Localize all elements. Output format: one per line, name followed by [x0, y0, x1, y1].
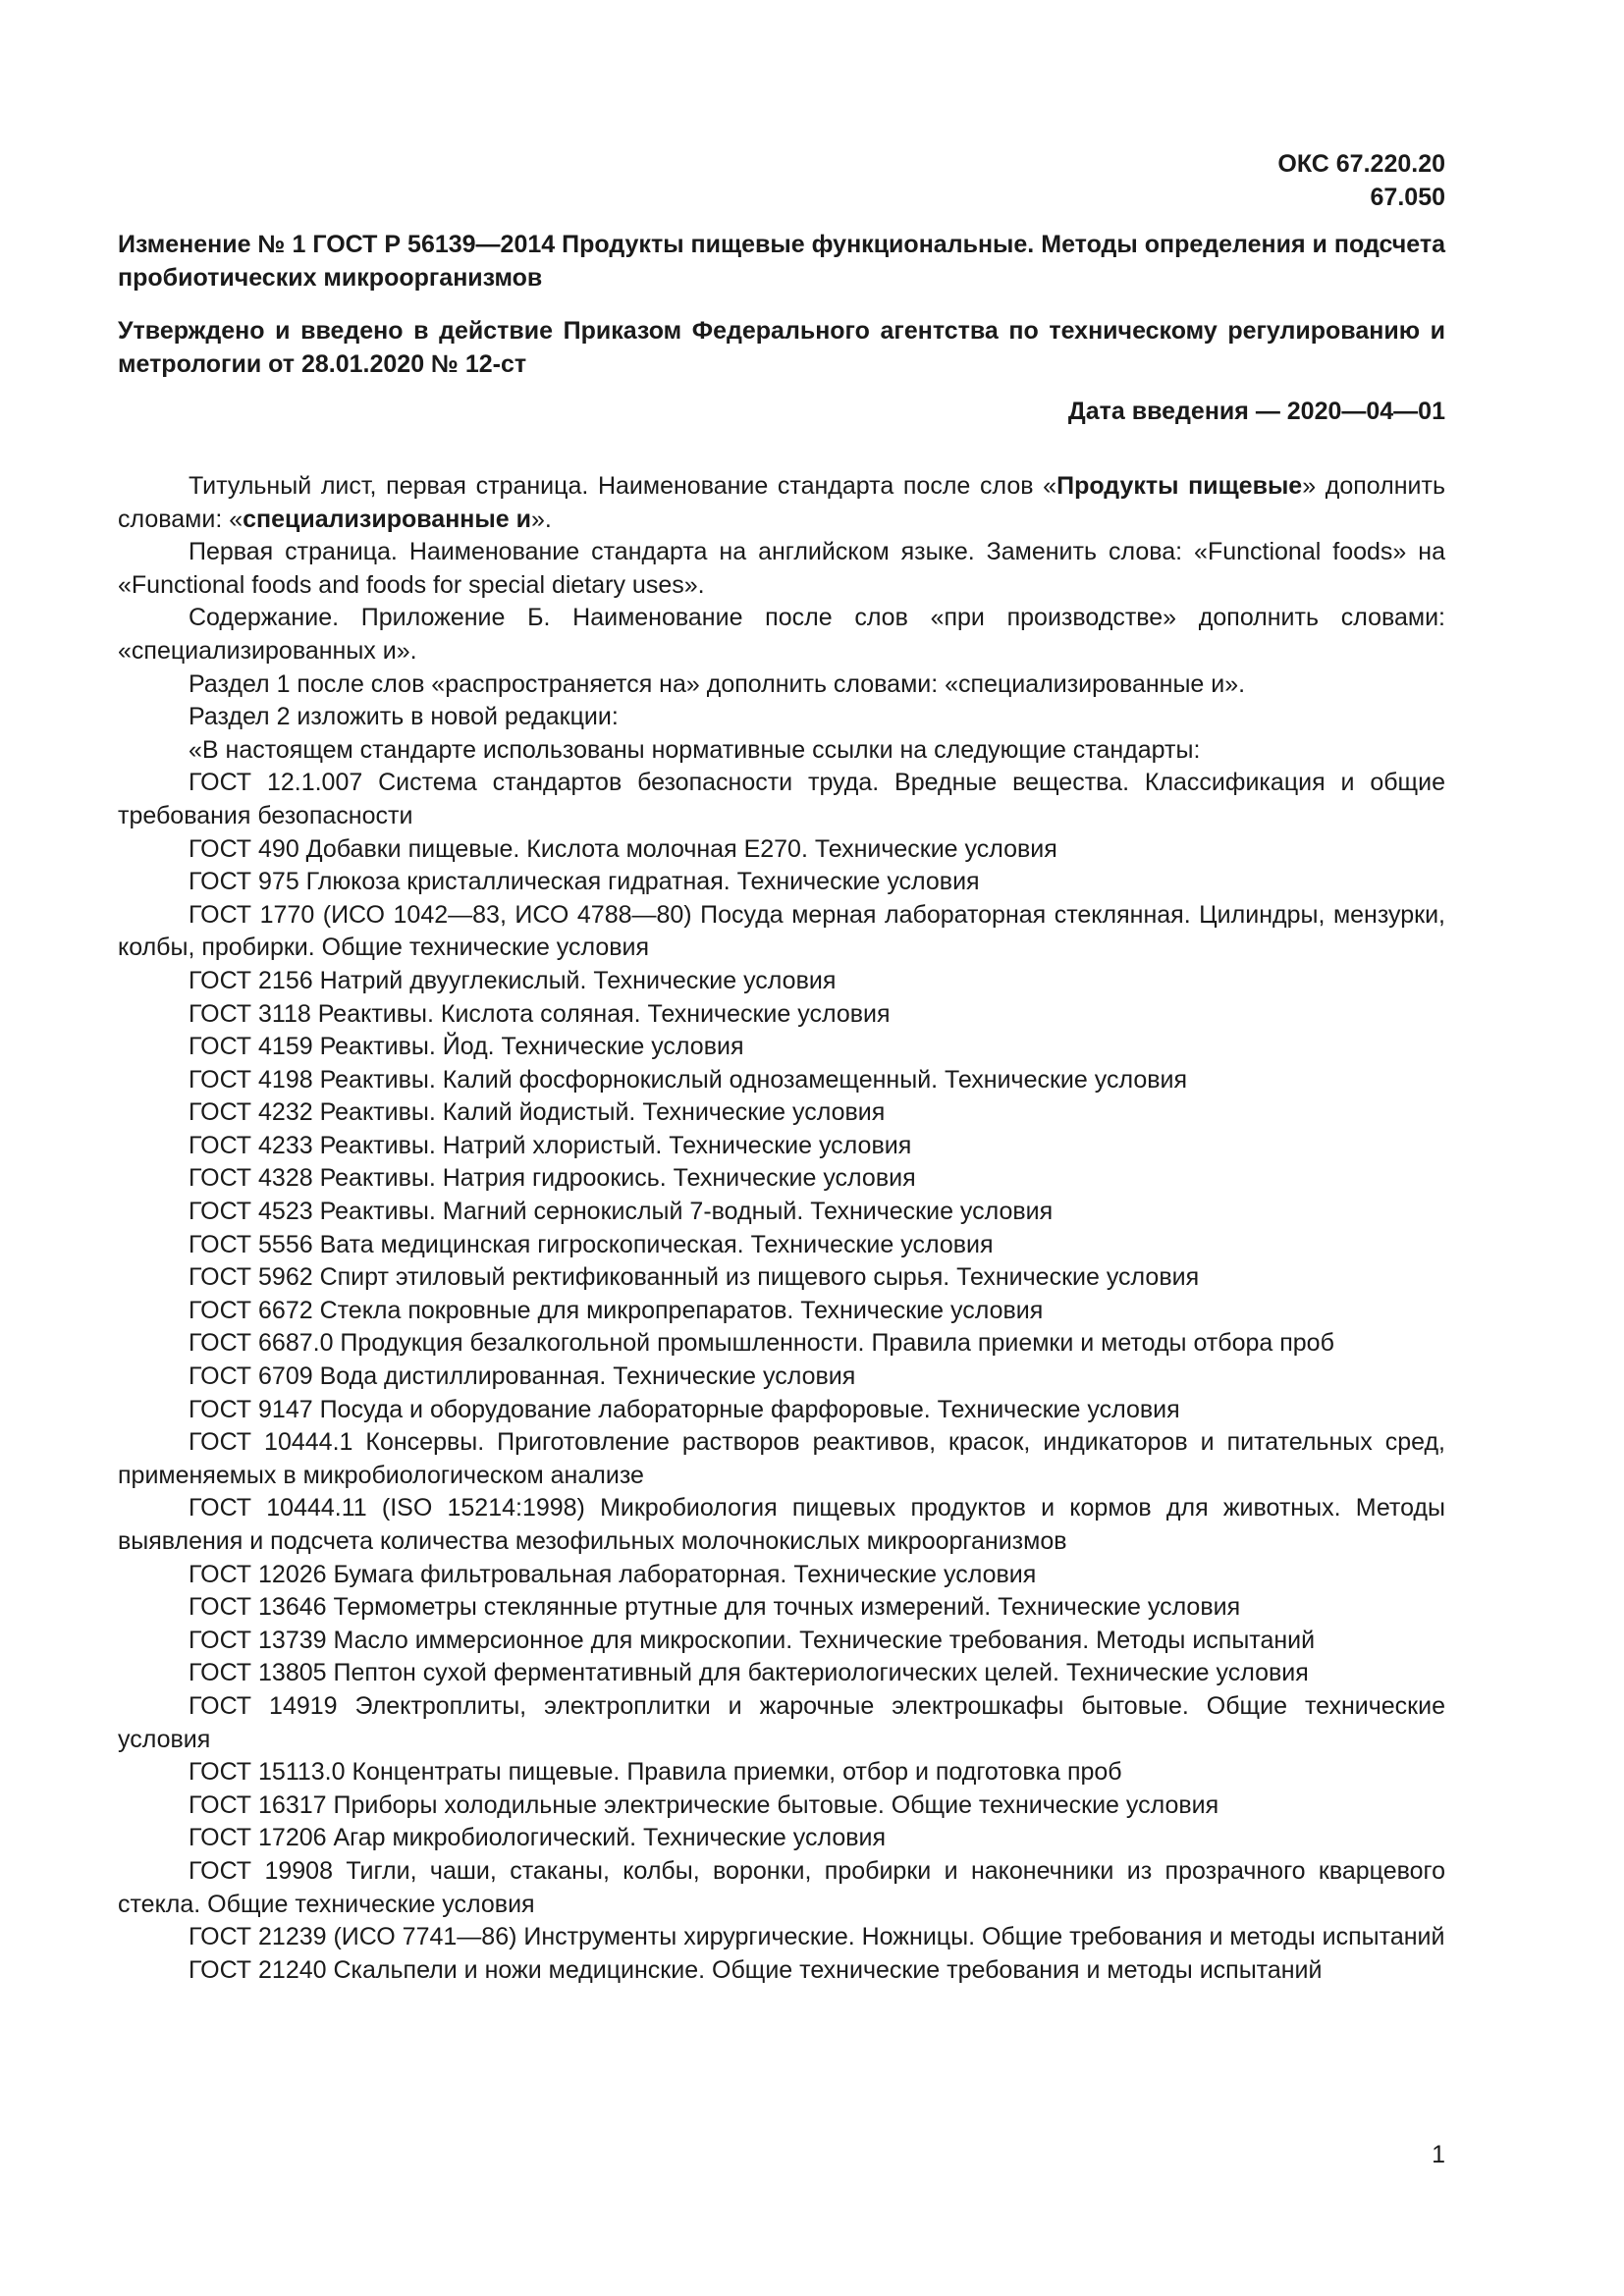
paragraph: Первая страница. Наименование стандарта на английском языке. Заменить слова: «Functional foods» на «Functional foods and foods for special dietary uses». — [118, 538, 1445, 599]
reference-item: ГОСТ 4328 Реактивы. Натрия гидроокись. Технические условия — [189, 1164, 916, 1193]
reference-item: ГОСТ 4232 Реактивы. Калий йодистый. Технические условия — [189, 1098, 886, 1127]
oks-code-2: 67.050 — [1370, 184, 1445, 211]
reference-item: ГОСТ 15113.0 Концентраты пищевые. Правила приемки, отбор и подготовка проб — [189, 1758, 1122, 1787]
reference-item: ГОСТ 17206 Агар микробиологический. Технические условия — [189, 1824, 887, 1852]
reference-item: ГОСТ 21239 (ИСО 7741—86) Инструменты хирургические. Ножницы. Общие требования и методы испытаний — [189, 1923, 1445, 1951]
reference-item: ГОСТ 12026 Бумага фильтровальная лабораторная. Технические условия — [189, 1560, 1037, 1588]
reference-item: ГОСТ 13739 Масло иммерсионное для микроскопии. Технические требования. Методы испытаний — [189, 1626, 1316, 1654]
reference-item: ГОСТ 13805 Пептон сухой ферментативный для бактериологических целей. Технические условия — [189, 1659, 1309, 1687]
paragraph: «В настоящем стандарте использованы нормативные ссылки на следующие стандарты: — [189, 735, 1201, 764]
oks-classification — [1277, 147, 1445, 214]
reference-item: ГОСТ 4198 Реактивы. Калий фосфорнокислый однозамещенный. Технические условия — [189, 1065, 1188, 1094]
reference-item: ГОСТ 10444.11 (ISO 15214:1998) Микробиология пищевых продуктов и кормов для животных. Методы выявления и подсчета количества мезофильных молочнокислых микроорганизмов — [118, 1494, 1445, 1555]
reference-item: ГОСТ 975 Глюкоза кристаллическая гидратная. Технические условия — [189, 868, 980, 896]
reference-item: ГОСТ 4523 Реактивы. Магний сернокислый 7-водный. Технические условия — [189, 1198, 1054, 1226]
reference-item: ГОСТ 14919 Электроплиты, электроплитки и жарочные электрошкафы бытовые. Общие технические условия — [118, 1691, 1445, 1753]
document-body — [118, 470, 1445, 1987]
reference-item: ГОСТ 10444.1 Консервы. Приготовление растворов реактивов, красок, индикаторов и питательных сред, применяемых в микробиологическом анализе — [118, 1428, 1445, 1489]
reference-item: ГОСТ 9147 Посуда и оборудование лабораторные фарфоровые. Технические условия — [189, 1395, 1180, 1423]
document-page — [118, 0, 1445, 2296]
page-number: 1 — [1432, 2141, 1445, 2168]
reference-item: ГОСТ 16317 Приборы холодильные электрические бытовые. Общие технические условия — [189, 1790, 1219, 1819]
reference-item: ГОСТ 3118 Реактивы. Кислота соляная. Технические условия — [189, 999, 891, 1028]
reference-item: ГОСТ 2156 Натрий двууглекислый. Технические условия — [189, 966, 837, 994]
reference-item: ГОСТ 6687.0 Продукция безалкогольной промышленности. Правила приемки и методы отбора проб — [189, 1329, 1334, 1358]
document-title: Изменение № 1 ГОСТ Р 56139—2014 Продукты пищевые функциональные. Методы определения и подсчета пробиотических микроорганизмов — [118, 231, 1445, 292]
reference-item: ГОСТ 13646 Термометры стеклянные ртутные для точных измерений. Технические условия — [189, 1593, 1241, 1622]
paragraph: Содержание. Приложение Б. Наименование после слов «при производстве» дополнить словами: «специализированных и». — [118, 604, 1445, 665]
reference-item: ГОСТ 1770 (ИСО 1042—83, ИСО 4788—80) Посуда мерная лабораторная стеклянная. Цилиндры, мензурки, колбы, пробирки. Общие технические условия — [118, 900, 1445, 962]
reference-item: ГОСТ 6709 Вода дистиллированная. Технические условия — [189, 1362, 856, 1391]
paragraph: Раздел 1 после слов «распространяется на» дополнить словами: «специализированные и». — [189, 669, 1246, 698]
reference-item: ГОСТ 21240 Скальпели и ножи медицинские. Общие технические требования и методы испытаний — [189, 1955, 1323, 1984]
reference-item: ГОСТ 5556 Вата медицинская гигроскопическая. Технические условия — [189, 1230, 994, 1258]
reference-item: ГОСТ 12.1.007 Система стандартов безопасности труда. Вредные вещества. Классификация и общие требования безопасности — [118, 769, 1445, 829]
reference-item: ГОСТ 5962 Спирт этиловый ректификованный из пищевого сырья. Технические условия — [189, 1263, 1200, 1292]
reference-item: ГОСТ 6672 Стекла покровные для микропрепаратов. Технические условия — [189, 1296, 1044, 1324]
approval-statement: Утверждено и введено в действие Приказом Федерального агентства по техническому регулированию и метрологии от 28.01.2020 № 12-ст — [118, 317, 1445, 378]
paragraph: Раздел 2 изложить в новой редакции: — [189, 703, 619, 731]
paragraph-title-page: Титульный лист, первая страница. Наименование стандарта после слов «Продукты пищевые» дополнить словами: «специализированные и». — [118, 472, 1445, 533]
reference-item: ГОСТ 490 Добавки пищевые. Кислота молочная Е270. Технические условия — [189, 834, 1057, 863]
oks-code-1: ОКС 67.220.20 — [1277, 150, 1445, 178]
effective-date: Дата введения — 2020—04—01 — [1067, 398, 1445, 425]
reference-item: ГОСТ 4233 Реактивы. Натрий хлористый. Технические условия — [189, 1131, 912, 1159]
reference-item: ГОСТ 4159 Реактивы. Йод. Технические условия — [189, 1033, 744, 1061]
reference-item: ГОСТ 19908 Тигли, чаши, стаканы, колбы, воронки, пробирки и наконечники из прозрачного кварцевого стекла. Общие технические условия — [118, 1856, 1445, 1918]
